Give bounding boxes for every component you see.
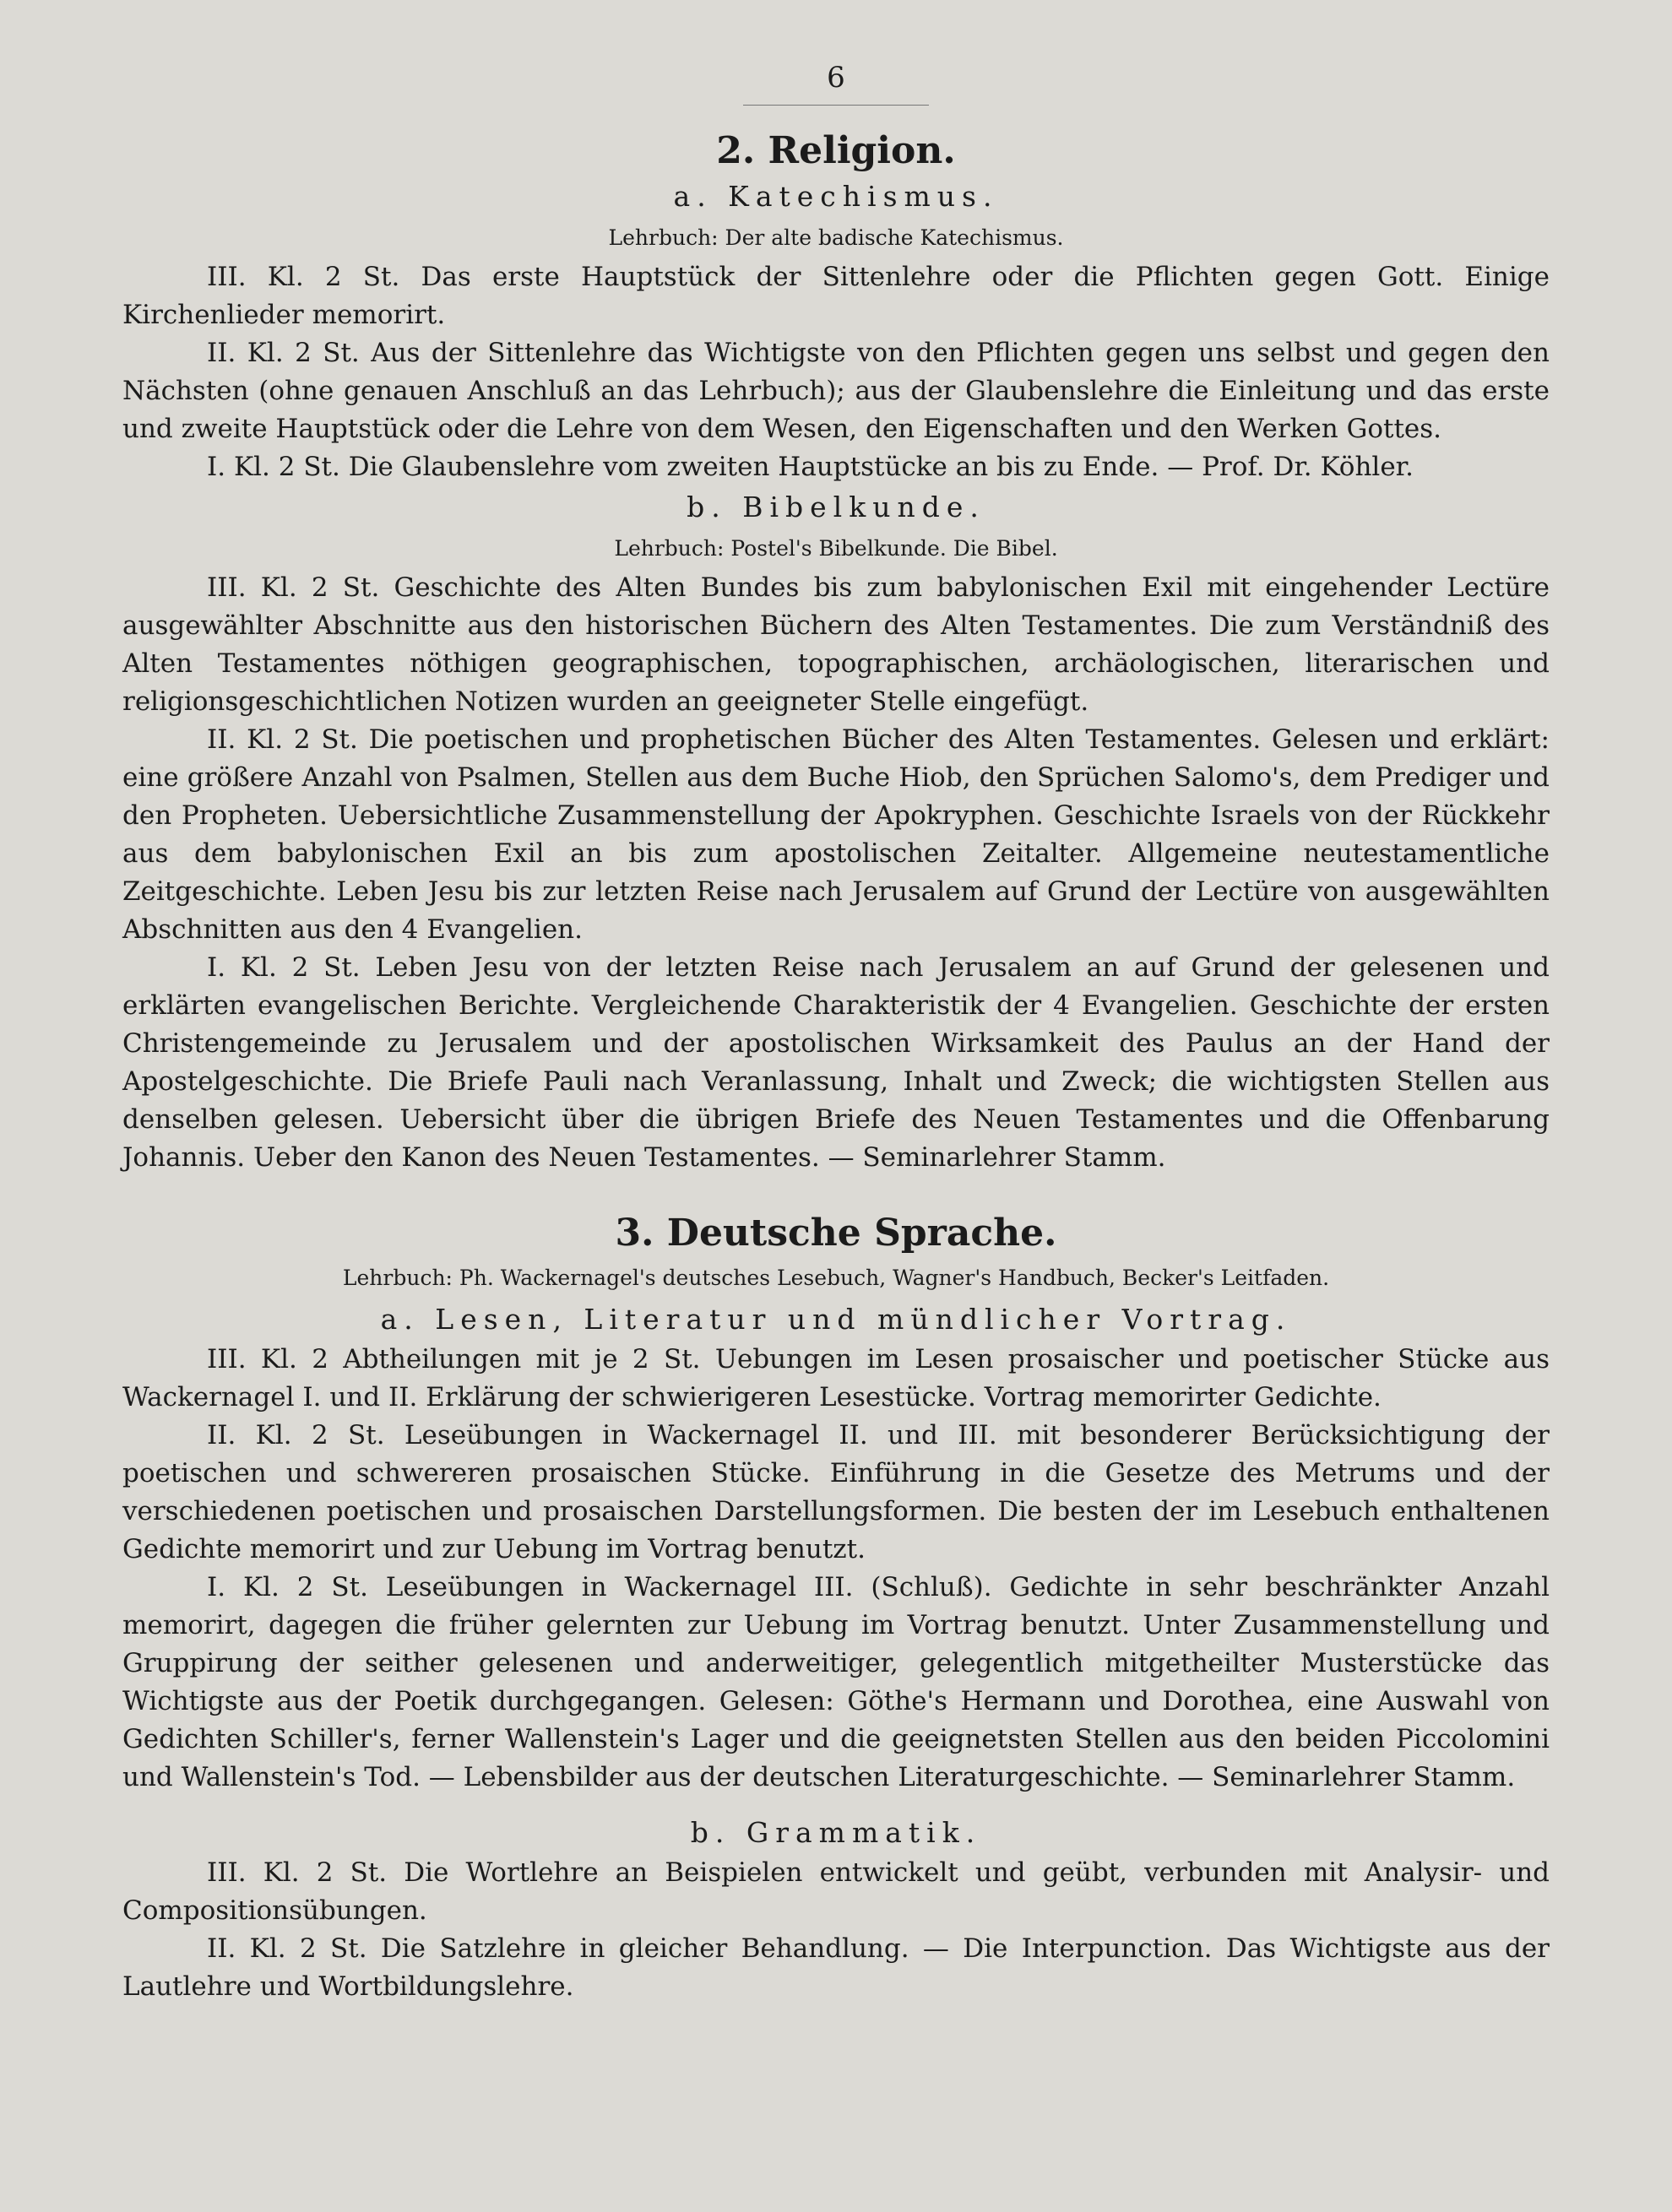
subheading-lesen: a. Lesen, Literatur und mündlicher Vortrag. <box>380 1303 1292 1336</box>
paragraph: II. Kl. 2 St. Aus der Sittenlehre das Wichtigste von den Pflichten gegen uns selbst und gegen den Nächsten (ohne genauen Anschluß an das Lehrbuch); aus der Glaubenslehre die Einleitung und das erste und zweite Hauptstück oder die Lehre von dem Wesen, den Eigenschaften und den Werken Gottes. <box>122 338 1550 444</box>
textbook-line: Lehrbuch: Postel's Bibelkunde. Die Bibel. <box>614 536 1058 561</box>
subheading-grammatik: b. Grammatik. <box>690 1816 982 1849</box>
paragraph: II. Kl. 2 St. Leseübungen in Wackernagel II. und III. mit besonderer Berücksichtigung der poetischen und schwereren prosaischen Stücke. Einführung in die Gesetze des Metrums und der verschiedenen poetischen und prosaischen Darstellungsformen. Die besten der im Lesebuch enthaltenen Gedichte memorirt und zur Uebung im Vortrag benutzt. <box>122 1420 1550 1564</box>
paragraph: II. Kl. 2 St. Die Satzlehre in gleicher Behandlung. — Die Interpunction. Das Wichtigste aus der Lautlehre und Wortbildungslehre. <box>122 1933 1550 2002</box>
subheading-katechismus: a. Katechismus. <box>673 180 999 213</box>
paragraph: I. Kl. 2 St. Die Glaubenslehre vom zweiten Hauptstücke an bis zu Ende. — Prof. Dr. Köhler. <box>207 452 1414 482</box>
textbook-line: Lehrbuch: Ph. Wackernagel's deutsches Lesebuch, Wagner's Handbuch, Becker's Leitfaden. <box>342 1266 1330 1290</box>
page-content <box>122 125 1550 2006</box>
paragraph: III. Kl. 2 St. Das erste Hauptstück der Sittenlehre oder die Pflichten gegen Gott. Einige Kirchenlieder memorirt. <box>122 262 1550 330</box>
paragraph: II. Kl. 2 St. Die poetischen und prophetischen Bücher des Alten Testamentes. Gelesen und erklärt: eine größere Anzahl von Psalmen, Stellen aus dem Buche Hiob, den Sprüchen Salomo's, dem Prediger und den Propheten. Uebersichtliche Zusammenstellung der Apokryphen. Geschichte Israels von der Rückkehr aus dem babylonischen Exil an bis zum apostolischen Zeitalter. Allgemeine neutestamentliche Zeitgeschichte. Leben Jesu bis zur letzten Reise nach Jerusalem auf Grund der Lectüre von ausgewählten Abschnitten aus den 4 Evangelien. <box>122 724 1550 945</box>
page-number: 6 <box>827 61 845 95</box>
paragraph: III. Kl. 2 St. Geschichte des Alten Bundes bis zum babylonischen Exil mit eingehender Lectüre ausgewählter Abschnitte aus den historischen Büchern des Alten Testamentes. Die zum Verständniß des Alten Testamentes nöthigen geographischen, topographischen, archäologischen, literarischen und religionsgeschichtlichen Notizen wurden an geeigneter Stelle eingefügt. <box>122 572 1550 717</box>
textbook-line: Lehrbuch: Der alte badische Katechismus. <box>608 225 1064 250</box>
header-rule <box>743 105 929 106</box>
section-gap <box>122 1177 1550 1207</box>
paragraph: I. Kl. 2 St. Leben Jesu von der letzten Reise nach Jerusalem an auf Grund der gelesenen und erklärten evangelischen Berichte. Vergleichende Charakteristik der 4 Evangelien. Geschichte der ersten Christengemeinde zu Jerusalem und der apostolischen Wirksamkeit des Paulus an der Hand der Apostelgeschichte. Die Briefe Pauli nach Veranlassung, Inhalt und Zweck; die wichtigsten Stellen aus denselben gelesen. Uebersicht über die übrigen Briefe des Neuen Testamentes und die Offenbarung Johannis. Ueber den Kanon des Neuen Testamentes. — Seminarlehrer Stamm. <box>122 952 1550 1173</box>
section-heading-religion: 2. Religion. <box>716 129 956 172</box>
paragraph: III. Kl. 2 St. Die Wortlehre an Beispielen entwickelt und geübt, verbunden mit Analysir- und Compositionsübungen. <box>122 1857 1550 1926</box>
subheading-bibelkunde: b. Bibelkunde. <box>687 491 985 523</box>
section-heading-deutsche-sprache: 3. Deutsche Sprache. <box>615 1212 1057 1255</box>
paragraph: I. Kl. 2 St. Leseübungen in Wackernagel III. (Schluß). Gedichte in sehr beschränkter Anzahl memorirt, dagegen die früher gelernten zur Uebung im Vortrag benutzt. Unter Zusammenstellung und Gruppirung der seither gelesenen und anderweitiger, gelegentlich mitgetheilter Musterstücke das Wichtigste aus der Poetik durchgegangen. Gelesen: Göthe's Hermann und Dorothea, eine Auswahl von Gedichten Schiller's, ferner Wallenstein's Lager und die geeignetsten Stellen aus den beiden Piccolomini und Wallenstein's Tod. — Lebensbilder aus der deutschen Literaturgeschichte. — Seminarlehrer Stamm. <box>122 1572 1550 1792</box>
paragraph: III. Kl. 2 Abtheilungen mit je 2 St. Uebungen im Lesen prosaischer und poetischer Stücke aus Wackernagel I. und II. Erklärung der schwierigeren Lesestücke. Vortrag memorirter Gedichte. <box>122 1344 1550 1412</box>
